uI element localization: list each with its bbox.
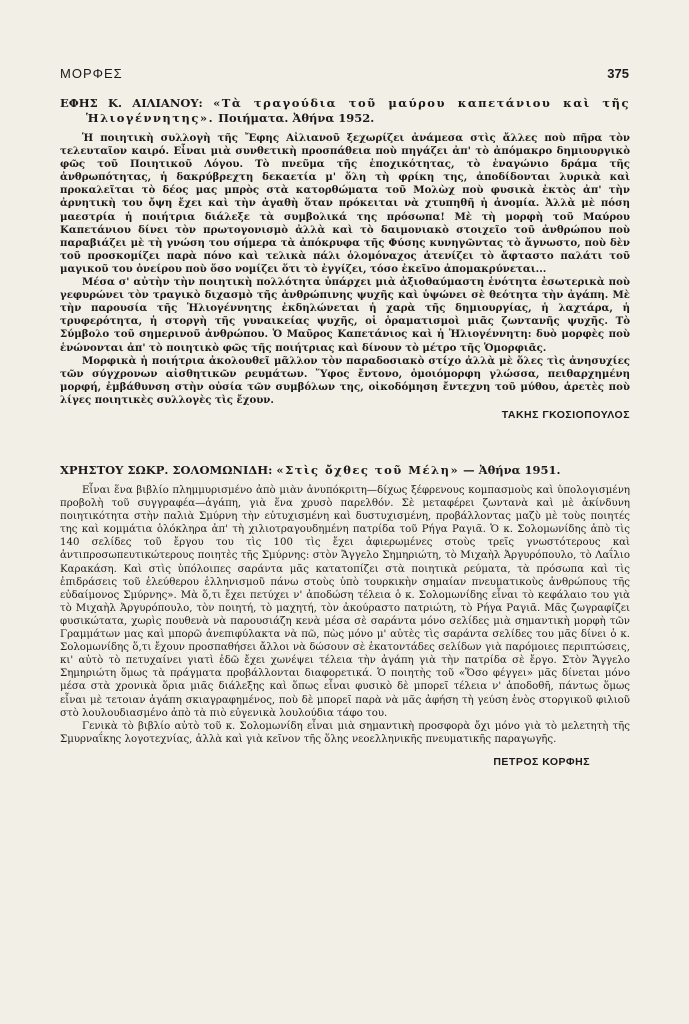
review-book-title: «Τὰ τραγούδια τοῦ μαύρου καπετάνιου καὶ τῆς Ἡλιογέννητης».: [86, 96, 631, 125]
review-paragraph: Εἶναι ἕνα βιβλίο πλημμυρισμένο ἀπὸ μιὰν ἀνυπόκριτη—δίχως ξέφρενους κομπασμοὺς καὶ ὑπολογισμένη προβολὴ τοῦ συγγραφέα—ἀγάπη, γιὰ ἕνα χρυσὸ παρελθόν. Σὲ μεταφέρει ζωντανὰ καὶ μὲ ἀκίνδυνη ποιητικότητα στὴν παλιὰ Σμύρνη τὴν εὐτυχισμένη καὶ δυστυχισμένη, προβάλλοντας μαζὺ μὲ τοὺς ποιητές της καὶ κομμάτια ὁλόκληρα ἀπ' τὴ χιλιοτραγουδημένη πατρίδα τοῦ Ρήγα Ραγιᾶ. Ὁ κ. Σολομωνίδης ἀπὸ τὶς 140 σελίδες τοῦ ἔργου του τὶς 100 τὶς ἔχει ἀφιερωμένες στοὺς τρεῖς γνωστότερους καὶ ἀντιπροσωπευτικώτερους ποιητὲς τῆς Σμύρνης: στὸν Ἄγγελο Σημηριώτη, τὸ Μιχαὴλ Ἀργυρόπουλο, τὸ Λαΐλιο Καρακάση. Καὶ στὶς ὑπόλοιπες σαράντα μᾶς κατατοπίζει στὰ ποιητικὰ ρεύματα, τὰ πρόσωπα καὶ τὶς ἐπιδράσεις τοῦ ἐλεύθερου ἑλληνισμοῦ πάνω στοὺς ὑπὸ τουρκικὴν σημαίαν πνευματικοὺς ἀνθρώπους τῆς εὐδαίμονος Σμύρνης». Μὰ ὅ,τι ἔχει πετύχει ν' ἀποδώση τέλεια ὁ κ. Σολομωνίδης εἶναι τὸ κεφάλαιο του γιὰ τὸ Μιχαὴλ Ἀργυρόπουλο, τὸν ποιητή, τὸ μαχητή, τὸν ἀκούραστο πατριώτη, τὸ Ρήγα Ραγιᾶ. Μᾶς ζωγραφίζει φυσικώτατα, χωρὶς πουθενὰ νὰ παρουσιάζη κενὰ μέσα σὲ σαράντα μόνο σελίδες μιὰ σημαντικὴ μορφὴ τῶν Γραμμάτων μας καὶ μπορῶ ἀνεπιφύλακτα νὰ πῶ, πὼς μόνο μ' αὐτὲς τὶς σαράντα σελίδες του μᾶς δίνει ὁ κ. Σολομωνίδης ὅ,τι ἔχουν προσπαθήσει ἄλλοι νὰ δώσουν σὲ ἑκατοντάδες σελίδων γιὰ παρόμοιες περιπτώσεις, κι' αὐτὸ τὸ πετυχαίνει γιατὶ ἐδῶ ἔχει χωνέψει τέλεια τὴν ἀγάπη γιὰ τὴν πατρίδα σὲ ἔργο. Στὸν Ἄγγελο Σημηριώτη ὅμως τὰ πράγματα προβάλλονται διαφορετικά. Ὁ ποιητὴς τοῦ «Ὅσο φέγγει» μᾶς δίνεται μόνο μέσα στὰ χρονικὰ ὅρια μιᾶς διάλεξης καὶ ὅπως εἶναι φυσικὸ δὲ μπορεῖ τέλεια ν' ἀποδοθῆ, πάντως ὅμως εἶναι μὲ τετοιαν ἀγάπη σκιαγραφημένος, ποὺ δὲ μπορεῖ παρὰ νὰ μᾶς ἀφήση τὴ γεύση ἑνὸς στοργικοῦ φιλιοῦ στὸ λουλουδιασμένο ἀπὸ τὰ πιὸ εὐγενικὰ λουλούδια τάφο του.: [60, 485, 630, 719]
page-number: 375: [607, 66, 629, 81]
review-book-details: — Ἀθήνα 1951.: [463, 463, 561, 477]
review-author: ΕΦΗΣ Κ. ΑΙΛΙΑΝΟΥ:: [60, 96, 203, 110]
running-head: [60, 66, 629, 84]
reviewer-signature: ΤΑΚΗΣ ΓΚΟΣΙΟΠΟΥΛΟΣ: [501, 408, 630, 421]
reviewer-signature: ΠΕΤΡΟΣ ΚΟΡΦΗΣ: [493, 755, 590, 768]
review-aillianou: [60, 96, 630, 421]
review-book-title: «Στὶς ὄχθες τοῦ Μέλη»: [276, 463, 460, 477]
review-paragraph: Μορφικὰ ἡ ποιήτρια ἀκολουθεῖ μᾶλλον τὸν παραδοσιακὸ στίχο ἀλλὰ μὲ ὅλες τὶς ἀνησυχίες τῶν σύγχρονων αἰσθητικῶν ρευμάτων. Ὕφος ἔντονο, ὁμοιόμορφη γλώσσα, πειθαρχημένη μορφή, ἐμβάθυνση στὴν οὐσία τῶν συμβόλων της, οἰκοδόμηση ἔντεχνη τοῦ μύθου, ἀρετὲς ποὺ λίγες ποιητικὲς συλλογὲς τὶς ἔχουν.: [60, 354, 630, 406]
review-paragraph: Γενικὰ τὸ βιβλίο αὐτὸ τοῦ κ. Σολομωνίδη εἶναι μιὰ σημαντικὴ προσφορὰ ὄχι μόνο γιὰ τὸ μελετητὴ τῆς Σμυρναΐκης λογοτεχνίας, ἀλλὰ καὶ γιὰ κεῖνον τῆς ὅλης νεοελληνικῆς πνευματικῆς παραγωγῆς.: [60, 720, 630, 745]
journal-name: ΜΟΡΦΕΣ: [60, 66, 123, 81]
review-heading: [60, 96, 630, 126]
review-book-details: Ποιήματα. Ἀθήνα 1952.: [218, 111, 375, 125]
review-paragraph: Ἡ ποιητικὴ συλλογὴ τῆς Ἔφης Αἰλιανοῦ ξεχωρίζει ἀνάμεσα στὶς ἄλλες ποὺ πῆρα τὸν τελευταῖον καιρό. Εἶναι μιὰ συνθετικὴ προσπάθεια ποὺ πηγάζει ἀπ' τὸ ἀπόμακρο δημιουργικὸ φῶς τοῦ Ποιητικοῦ Λόγου. Τὸ πνεῦμα τῆς ἐποχικότητας, τὸ ἐναγώνιο δράμα τῆς ἀνθρωπότητας, ἡ δακρύβρεχτη δεκαετία μ' ὅλη τὴ φρίκη της, ἀποδίδονται λυρικὰ καὶ προκαλεῖται τὸ δέος μας μπρὸς στὰ κατορθώματα τοῦ Μολὼχ ποὺ φυσικὰ ἐκτὸς ἀπ' τὴν ἀρνητικὴ του ὄψη ἔχει καὶ τὴν ἀγαθὴ ὅταν πρόκειται νὰ χτυπηθῆ ἡ ἀνομία. Ἀλλὰ μὲ πόση μαεστρία ἡ ποιήτρια διάλεξε τὰ συμβολικά της πρόσωπα! Μὲ τὴ μορφὴ τοῦ Μαύρου Καπετάνιου δίνει τὸν πρωτογονισμὸ ἀλλὰ καὶ τὸ δαιμονιακὸ στοιχεῖο τοῦ ἀνθρώπου ποὺ παραβιάζει μὲ τὴ γνώση του σήμερα τὰ ἀπόκρυφα τῆς Φύσης κυνηγῶντας τὸ ἄγνωστο, ποὺ δὲν τοῦ προσκομίζει παρὰ πόνο καὶ τελικὰ πάλι ὁλομόναχος ἀτενίζει τὸ ἄφταστο παλάτι τοῦ μαγικοῦ του ὀνείρου ποὺ ὅσο νομίζει ὅτι τὸ ἐγγίζει, τόσο ἐκεῖνο ἀπομακρύνεται...: [60, 132, 630, 275]
review-author: ΧΡΗΣΤΟΥ ΣΩΚΡ. ΣΟΛΟΜΩΝΙΔΗ:: [60, 463, 273, 477]
review-paragraph: Μέσα σ' αὐτὴν τὴν ποιητικὴ πολλότητα ὑπάρχει μιὰ ἀξιοθαύμαστη ἑνότητα ἐσωτερικὰ ποὺ γεφυρώνει τὸν τραγικὸ διχασμὸ τῆς ἀνθρώπινης ψυχῆς καὶ ὑψώνει σὲ θεότητα τὴν ἀγάπη. Μὲ τὴν παρουσία τῆς Ἡλιογέννητης ἐκδηλώνεται ἡ χαρὰ τῆς δημιουργίας, ἡ λαχτάρα, ἡ τρυφερότητα, ἡ στοργὴ τῆς γυναικείας ψυχῆς, οἱ ὁραματισμοὶ μιᾶς ζωντανῆς ψυχῆς. Τὸ Σύμβολο τοῦ σημερινοῦ ἀνθρώπου. Ὁ Μαῦρος Καπετάνιος καὶ ἡ Ἡλιογέννητη: δυὸ μορφὲς ποὺ ἑνώνονται ἀπ' τὸ ποιητικὸ φῶς τῆς ποιήτριας καὶ δίνουν τὸ μέτρο τῆς Ὁμορφιᾶς.: [60, 276, 630, 354]
review-heading: [60, 463, 630, 478]
review-solomonidis: [60, 463, 630, 768]
